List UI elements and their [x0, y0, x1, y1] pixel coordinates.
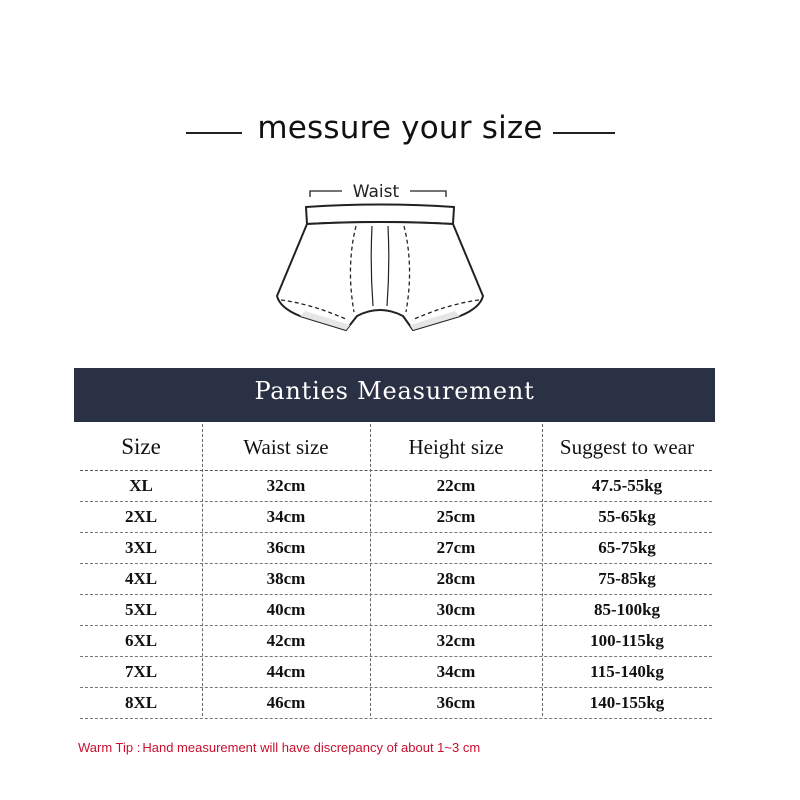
- cell-height: 34cm: [436, 662, 476, 681]
- table-row: [80, 471, 712, 502]
- warm-tip-text: Hand measurement will have discrepancy of about 1~3 cm: [142, 740, 481, 755]
- size-table: [80, 424, 712, 719]
- warm-tip: [78, 740, 480, 755]
- cell-weight: 47.5-55kg: [591, 476, 663, 495]
- table-row: [80, 595, 712, 626]
- cell-height: 22cm: [436, 476, 476, 495]
- cell-waist: 36cm: [266, 538, 306, 557]
- table-row: [80, 564, 712, 595]
- cell-waist: 46cm: [266, 693, 306, 712]
- cell-waist: 44cm: [266, 662, 306, 681]
- header-size: Size: [121, 434, 161, 459]
- table-row: [80, 502, 712, 533]
- heading-rule-right: [553, 132, 615, 134]
- page-heading: [0, 108, 800, 158]
- underwear-diagram: [260, 176, 500, 344]
- header-waist-size: Waist size: [243, 434, 329, 459]
- warm-tip-label: Warm Tip :: [78, 740, 141, 755]
- cell-weight: 65-75kg: [598, 538, 656, 557]
- cell-waist: 42cm: [266, 631, 306, 650]
- table-row: [80, 657, 712, 688]
- cell-size: XL: [129, 476, 153, 495]
- cell-height: 27cm: [436, 538, 476, 557]
- cell-height: 36cm: [436, 693, 476, 712]
- table-row: [80, 626, 712, 657]
- cell-waist: 40cm: [266, 600, 306, 619]
- cell-size: 7XL: [124, 662, 158, 681]
- table-row: [80, 688, 712, 719]
- cell-waist: 38cm: [266, 569, 306, 588]
- cell-size: 5XL: [124, 600, 158, 619]
- cell-size: 6XL: [124, 631, 158, 650]
- cell-waist: 32cm: [266, 476, 306, 495]
- heading-title: messure your size: [257, 110, 543, 146]
- cell-waist: 34cm: [266, 507, 306, 526]
- cell-weight: 115-140kg: [590, 662, 664, 681]
- table-row: [80, 533, 712, 564]
- table-title-banner: [74, 368, 715, 422]
- cell-height: 30cm: [436, 600, 476, 619]
- cell-height: 32cm: [436, 631, 476, 650]
- cell-weight: 100-115kg: [590, 631, 664, 650]
- cell-weight: 55-65kg: [598, 507, 656, 526]
- cell-weight: 85-100kg: [593, 600, 661, 619]
- header-suggest-to-wear: Suggest to wear: [559, 434, 695, 459]
- cell-size: 8XL: [124, 693, 158, 712]
- cell-weight: 75-85kg: [598, 569, 656, 588]
- cell-size: 3XL: [124, 538, 158, 557]
- table-title: Panties Measurement: [254, 377, 535, 405]
- cell-height: 28cm: [436, 569, 476, 588]
- header-height-size: Height size: [408, 434, 504, 459]
- table-header-row: [80, 424, 712, 471]
- waist-label: Waist: [352, 182, 400, 202]
- cell-height: 25cm: [436, 507, 476, 526]
- cell-weight: 140-155kg: [589, 693, 665, 712]
- cell-size: 2XL: [124, 507, 158, 526]
- cell-size: 4XL: [124, 569, 158, 588]
